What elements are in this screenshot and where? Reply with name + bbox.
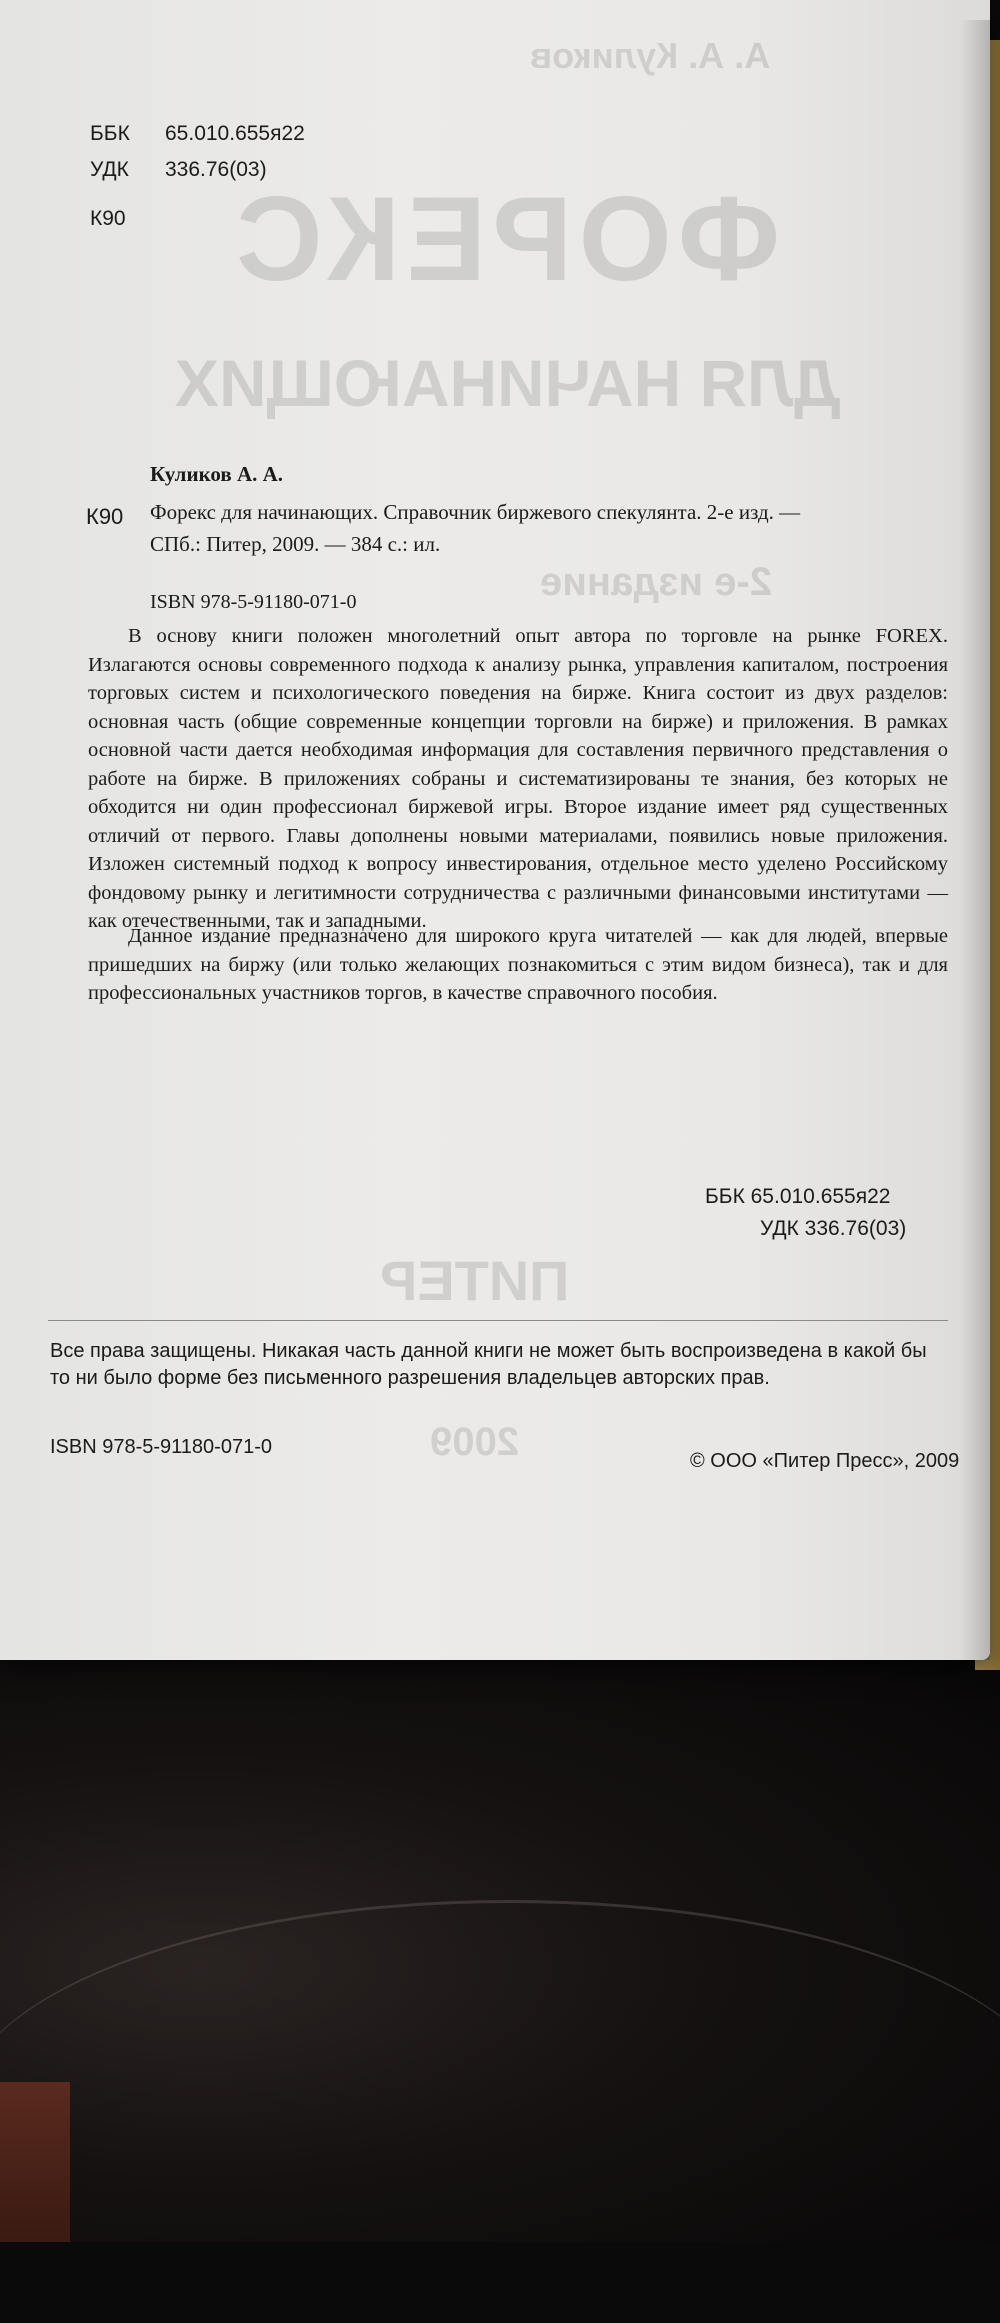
catalog-mark: К90: [86, 504, 124, 529]
catalog-title-line: Форекс для начинающих. Справочник биржевого спекулянта. 2-е изд. —: [150, 500, 801, 524]
catalog-author: Куликов А. А.: [150, 462, 284, 486]
udk-label: УДК: [90, 158, 129, 181]
udk-value: 336.76(03): [165, 158, 267, 181]
udk-bottom: УДК 336.76(03): [760, 1217, 907, 1240]
annotation-paragraph-1: В основу книги положен многолетний опыт автора по торговле на рынке FOREX. Излагаются основы современного подхода к анализу рынка, управления капиталом, построения торговых систем и психологического поведения на бирже. Книга состоит из двух разделов: основная часть (общие современные концепции торговли на бирже) и приложения. В рамках основной части дается необходимая информация для составления первичного представления о работе на бирже. В приложениях собраны и систематизированы те знания, без которых не обходится ни один профессионал биржевой игры. Второе издание имеет ряд существенных отличий от первого. Главы дополнены новыми материалами, появились новые приложения. Изложен системный подход к вопросу инвестирования, отдельное место уделено Российскому фондовому рынку и легитимности сотрудничества с различными финансовыми институтами — как отечественными, так и западными.: [88, 625, 948, 932]
annotation-paragraph-2: Данное издание предназначено для широкого круга читателей — как для людей, впервые пришедших на биржу (или только желающих познакомиться с этим видом бизнеса), так и для профессиональных участников торгов, в качестве справочного пособия.: [88, 925, 948, 1004]
page-edge-shadow: [960, 20, 990, 1660]
rights-copyright: © ООО «Питер Пресс», 2009: [690, 1450, 960, 1472]
bbk-bottom: ББК 65.010.655я22: [705, 1185, 891, 1208]
show-through-subtitle: ДЛЯ НАЧИНАЮЩИХ: [175, 346, 841, 420]
show-through-publisher: ПИТЕР: [380, 1249, 570, 1312]
photo-background: [0, 1630, 1000, 2242]
bbk-label: ББК: [90, 122, 130, 145]
show-through-edition: 2-е издание: [540, 560, 773, 604]
show-through-year: 2009: [430, 1420, 519, 1464]
table-corner: [0, 2082, 70, 2242]
catalog-isbn: ISBN 978-5-91180-071-0: [150, 591, 357, 613]
bbk-value: 65.010.655я22: [165, 122, 305, 145]
divider-line: [48, 1320, 948, 1321]
rights-isbn: ISBN 978-5-91180-071-0: [50, 1436, 272, 1458]
catalog-imprint-line: СПб.: Питер, 2009. — 384 с.: ил.: [150, 532, 441, 556]
show-through-author: А. А. Куликов: [530, 35, 771, 76]
table-reflection: [0, 1900, 1000, 2323]
author-mark-top: К90: [90, 207, 126, 230]
rights-notice: Все права защищены. Никакая часть данной книги не может быть воспроизведена в какой бы то ни было форме без письменного разрешения владельцев авторских прав.: [50, 1340, 927, 1389]
show-through-title: ФОРЕКС: [230, 172, 781, 306]
